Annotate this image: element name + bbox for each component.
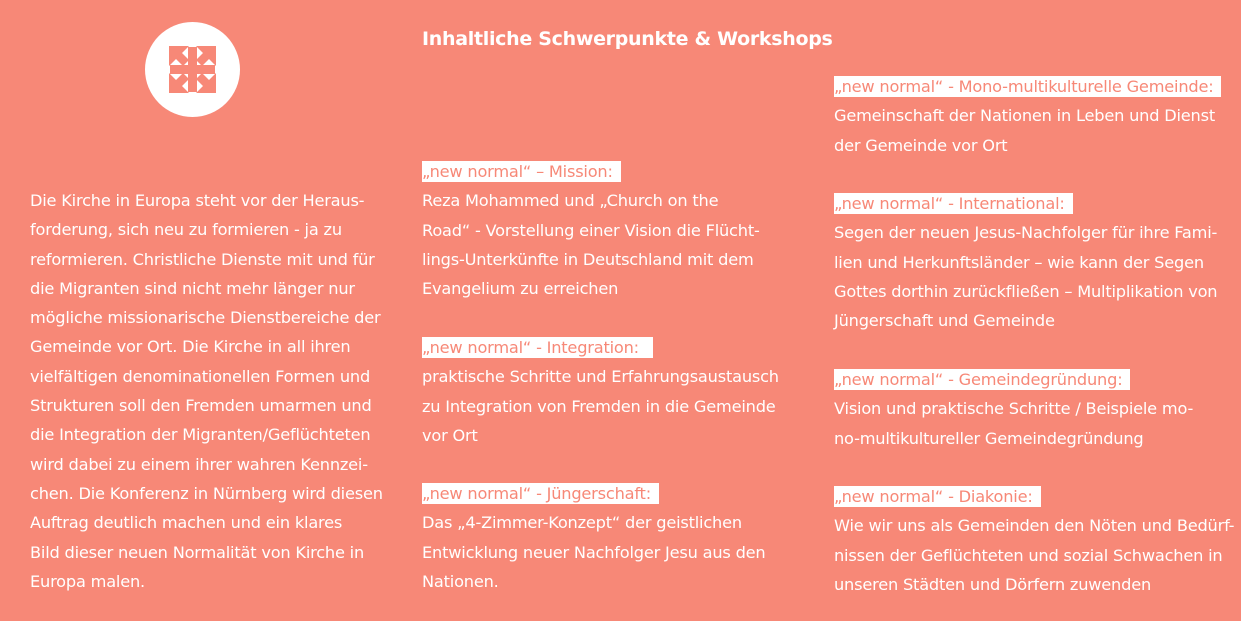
workshop-line: lien und Herkunftsländer – wie kann der Segen xyxy=(834,252,1204,272)
intro-line: forderung, sich neu zu formieren - ja zu xyxy=(30,220,342,240)
workshop-line: Das „4-Zimmer-Konzept“ der geistlichen xyxy=(422,513,742,533)
workshop-line: Jüngerschaft und Gemeinde xyxy=(834,311,1055,331)
workshop-mono-multikulturell xyxy=(834,72,1221,160)
workshop-line: zu Integration von Fremden in die Gemeinde xyxy=(422,396,776,416)
intro-line: Europa malen. xyxy=(30,571,145,591)
workshop-international xyxy=(834,189,1217,335)
workshop-line: nissen der Geflüchteten und sozial Schwachen in xyxy=(834,545,1223,565)
workshop-line: Segen der neuen Jesus-Nachfolger für ihre Fami- xyxy=(834,223,1218,243)
workshop-line: Wie wir uns als Gemeinden den Nöten und Bedürf- xyxy=(834,516,1235,536)
intro-text xyxy=(30,186,390,596)
workshop-integration xyxy=(422,333,779,450)
workshop-label: „new normal“ - Mono-multikulturelle Gemeinde: xyxy=(834,76,1221,97)
intro-line: die Integration der Migranten/Geflüchteten xyxy=(30,425,371,445)
workshop-line: der Gemeinde vor Ort xyxy=(834,135,1008,155)
intro-line: chen. Die Konferenz in Nürnberg wird diesen xyxy=(30,483,383,503)
workshop-label: „new normal“ – Mission: xyxy=(422,161,621,182)
workshop-line: vor Ort xyxy=(422,425,478,445)
intro-line: mögliche missionarische Dienstbereiche der xyxy=(30,308,381,328)
workshop-juengerschaft xyxy=(422,479,765,596)
arrows-converging-logo-icon xyxy=(145,22,240,117)
intro-line: Auftrag deutlich machen und ein klares xyxy=(30,513,343,533)
workshop-label: „new normal“ - International: xyxy=(834,193,1073,214)
intro-line: vielfältigen denominationellen Formen und xyxy=(30,366,371,386)
workshop-line: praktische Schritte und Erfahrungsaustausch xyxy=(422,367,779,387)
workshop-line: Reza Mohammed und „Church on the xyxy=(422,191,719,211)
intro-line: wird dabei zu einem ihrer wahren Kennzei- xyxy=(30,454,368,474)
workshop-line: Nationen. xyxy=(422,571,499,591)
workshop-line: unseren Städten und Dörfern zuwenden xyxy=(834,574,1152,594)
workshop-line: no-multikultureller Gemeindegründung xyxy=(834,428,1144,448)
intro-line: Die Kirche in Europa steht vor der Heraus- xyxy=(30,191,365,210)
intro-line: Bild dieser neuen Normalität von Kirche in xyxy=(30,542,365,562)
page-title: Inhaltliche Schwerpunkte & Workshops xyxy=(422,28,833,50)
workshop-line: Entwicklung neuer Nachfolger Jesu aus den xyxy=(422,542,766,562)
workshop-line: Gemeinschaft der Nationen in Leben und Dienst xyxy=(834,106,1215,126)
intro-line: reformieren. Christliche Dienste mit und für xyxy=(30,249,375,269)
intro-line: Strukturen soll den Fremden umarmen und xyxy=(30,396,372,416)
workshop-label: „new normal“ - Diakonie: xyxy=(834,486,1041,507)
workshop-label: „new normal“ - Jüngerschaft: xyxy=(422,483,659,504)
workshop-diakonie xyxy=(834,482,1234,599)
workshop-gemeindegruendung xyxy=(834,365,1193,453)
workshop-line: Gottes dorthin zurückfließen – Multiplikation von xyxy=(834,281,1218,301)
workshop-mission xyxy=(422,157,760,303)
workshop-line: Evangelium zu erreichen xyxy=(422,279,619,299)
workshop-line: Vision und praktische Schritte / Beispiele mo- xyxy=(834,399,1194,419)
intro-line: die Migranten sind nicht mehr länger nur xyxy=(30,278,355,298)
workshop-label: „new normal“ - Integration: xyxy=(422,337,653,358)
workshop-line: lings-Unterkünfte in Deutschland mit dem xyxy=(422,249,754,269)
workshop-line: Road“ - Vorstellung einer Vision die Flücht- xyxy=(422,220,760,240)
intro-line: Gemeinde vor Ort. Die Kirche in all ihren xyxy=(30,337,351,357)
workshop-label: „new normal“ - Gemeindegründung: xyxy=(834,369,1130,390)
